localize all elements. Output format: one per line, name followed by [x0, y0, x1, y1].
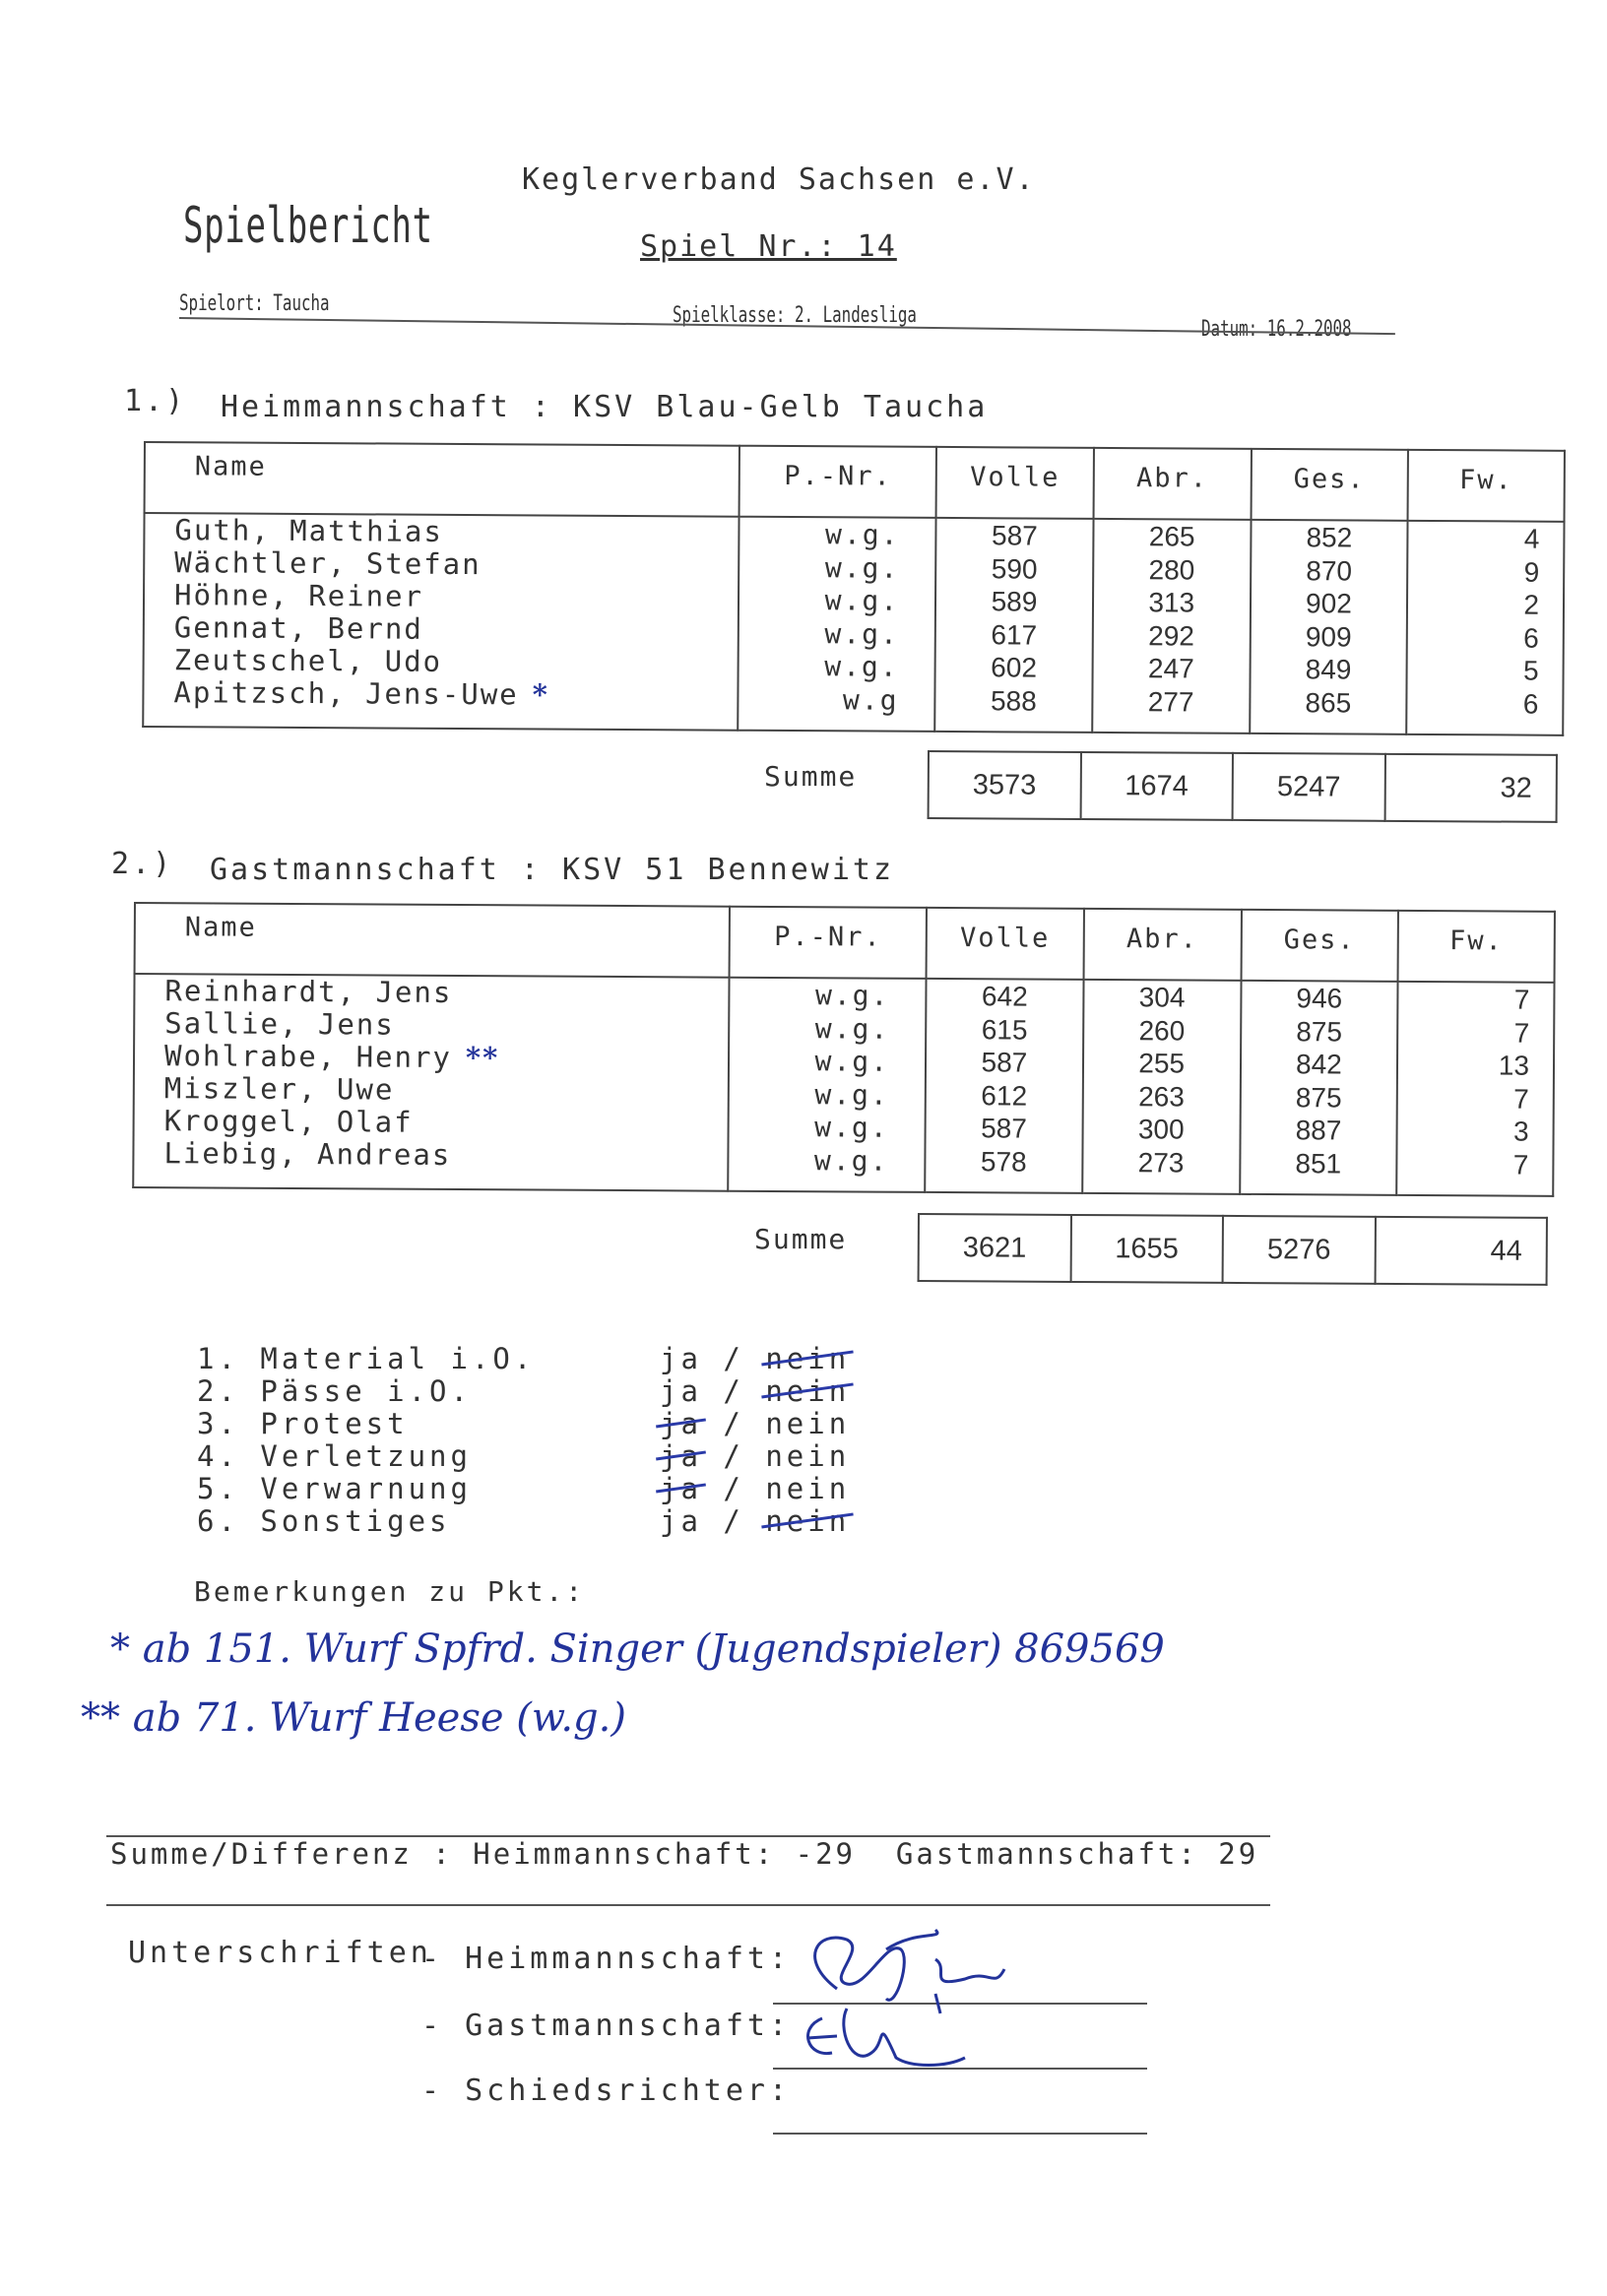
player-abr: 265	[1148, 521, 1195, 552]
player-ges: 875	[1296, 1015, 1343, 1047]
player-name: Wohlrabe, Henry **	[163, 1039, 500, 1075]
home-team-table	[142, 441, 1566, 736]
player-ges: 875	[1295, 1081, 1342, 1113]
checklist	[197, 1343, 850, 1538]
checklist-item	[197, 1343, 850, 1375]
checklist-answer	[660, 1342, 850, 1375]
answer-nein: nein	[765, 1407, 851, 1440]
answer-sep: /	[701, 1407, 766, 1440]
player-ges: 909	[1305, 620, 1352, 652]
answer-sep: /	[701, 1342, 766, 1375]
player-fw: 5	[1522, 655, 1539, 686]
column-header-volle: Volle	[927, 908, 1084, 980]
checklist-label: 5. Verwarnung	[197, 1472, 472, 1505]
player-ges: 849	[1305, 654, 1352, 685]
player-volle: 615	[981, 1013, 1028, 1046]
player-fw: 13	[1498, 1050, 1530, 1081]
player-volle: 642	[981, 981, 1028, 1012]
answer-nein: nein	[765, 1504, 851, 1538]
player-name: Miszler, Uwe	[163, 1071, 395, 1107]
footnote-mark: **	[465, 1041, 500, 1075]
column-header-name: Name	[135, 903, 731, 978]
player-name: Liebig, Andreas	[163, 1136, 452, 1172]
player-pnr: w.g.	[824, 518, 900, 551]
game-number: Spiel Nr.: 14	[640, 229, 897, 264]
player-volle	[934, 518, 1093, 733]
checklist-label: 2. Pässe i.O.	[197, 1374, 472, 1408]
checklist-label: 6. Sonstiges	[197, 1504, 451, 1538]
guest-sum-volle: 3621	[919, 1214, 1071, 1282]
totals-values: : Heimmannschaft: -29 Gastmannschaft: 29	[412, 1837, 1259, 1871]
player-names	[133, 974, 730, 1191]
player-pnr: w.g	[842, 682, 899, 717]
answer-ja: ja	[660, 1342, 702, 1375]
signature-scribble	[778, 1920, 1034, 2097]
home-sum-abr: 1674	[1080, 752, 1233, 820]
home-section-number: 1.)	[124, 384, 187, 418]
player-ges	[1250, 520, 1408, 734]
player-abr: 263	[1138, 1080, 1185, 1113]
home-sum-fw: 32	[1384, 754, 1557, 822]
player-abr	[1092, 519, 1251, 733]
player-volle: 587	[991, 520, 1038, 551]
checklist-label: 4. Verletzung	[197, 1439, 472, 1473]
player-pnr: w.g.	[824, 616, 900, 651]
player-abr: 300	[1137, 1114, 1185, 1145]
answer-sep: /	[701, 1504, 766, 1538]
guest-sum-fw: 44	[1375, 1217, 1547, 1285]
player-volle: 589	[991, 586, 1038, 617]
signature-guest-label: - Gastmannschaft:	[421, 2009, 792, 2043]
player-volle: 602	[991, 652, 1038, 683]
column-header-ges: Ges.	[1251, 449, 1408, 521]
player-ges: 902	[1306, 588, 1352, 619]
column-header-ges: Ges.	[1241, 910, 1398, 982]
player-pnr: w.g.	[824, 650, 899, 683]
home-sum-label: Summe	[764, 760, 858, 793]
player-ges: 946	[1296, 983, 1343, 1014]
guest-team-label: Gastmannschaft : KSV 51 Bennewitz	[210, 853, 895, 887]
answer-sep: /	[701, 1472, 766, 1505]
column-header-fw: Fw.	[1398, 911, 1555, 983]
checklist-item	[197, 1375, 850, 1408]
checklist-item	[197, 1473, 850, 1505]
signatures-label: Unterschriften	[128, 1936, 432, 1970]
signature-referee-label: - Schiedsrichter:	[421, 2073, 792, 2108]
player-volle: 590	[991, 552, 1038, 585]
player-fw: 9	[1523, 556, 1540, 588]
player-volle	[925, 979, 1083, 1193]
guest-sum-row	[918, 1213, 1548, 1286]
answer-ja: ja	[660, 1472, 702, 1505]
player-volle: 588	[990, 684, 1037, 717]
player-ges: 865	[1305, 686, 1352, 718]
column-header-volle: Volle	[936, 447, 1094, 519]
player-names	[143, 513, 739, 731]
home-sum-volle: 3573	[929, 751, 1081, 819]
remark-line-2: ** ab 71. Wurf Heese (w.g.)	[81, 1695, 626, 1741]
guest-sum-abr: 1655	[1070, 1215, 1223, 1283]
player-ges	[1240, 981, 1398, 1195]
guest-section-number: 2.)	[111, 847, 174, 881]
player-pnr: w.g.	[824, 584, 900, 617]
checklist-label: 1. Material i.O.	[197, 1342, 536, 1375]
game-date: Datum: 16.2.2008	[1201, 317, 1352, 342]
player-abr: 304	[1138, 982, 1186, 1013]
player-fw: 7	[1513, 1017, 1530, 1049]
footnote-mark: *	[532, 677, 549, 712]
home-sum-row	[928, 750, 1558, 823]
venue: Spielort: Taucha	[179, 291, 330, 316]
player-pnr: w.g.	[814, 1011, 890, 1046]
player-pnr: w.g.	[824, 550, 900, 585]
player-fw: 7	[1513, 1083, 1529, 1115]
player-abr: 260	[1138, 1014, 1186, 1047]
answer-sep: /	[701, 1374, 766, 1408]
checklist-answer	[660, 1439, 850, 1473]
player-pnr: w.g.	[813, 1143, 889, 1178]
guest-team-table	[132, 902, 1556, 1197]
player-name: Apitzsch, Jens-Uwe *	[173, 675, 549, 712]
totals-bottom-rule	[106, 1904, 1270, 1906]
document-title: Spielbericht	[183, 197, 433, 254]
player-fw: 4	[1523, 523, 1540, 554]
game-class: Spielklasse: 2. Landesliga	[673, 303, 917, 328]
totals-row	[110, 1837, 1258, 1871]
answer-ja: ja	[660, 1374, 702, 1408]
answer-ja: ja	[660, 1504, 702, 1538]
player-volle: 617	[991, 618, 1038, 651]
player-abr: 277	[1147, 685, 1194, 718]
player-volle: 587	[981, 1047, 1028, 1078]
column-header-pnr: P.-Nr.	[730, 907, 927, 979]
player-name: Wächtler, Stefan	[174, 545, 482, 582]
checklist-answer	[660, 1407, 850, 1440]
organization-name: Keglerverband Sachsen e.V.	[522, 162, 1036, 197]
player-name: Guth, Matthias	[174, 513, 443, 548]
player-abr: 273	[1137, 1146, 1185, 1179]
home-team-label: Heimmannschaft : KSV Blau-Gelb Taucha	[221, 390, 989, 424]
player-pnr	[728, 978, 926, 1192]
player-name: Zeutschel, Udo	[173, 643, 443, 678]
player-abr: 280	[1148, 553, 1195, 586]
player-name: Gennat, Bernd	[173, 610, 423, 646]
player-ges: 870	[1306, 554, 1353, 586]
player-abr: 247	[1147, 653, 1194, 684]
column-header-abr: Abr.	[1093, 448, 1251, 520]
player-abr: 255	[1138, 1048, 1186, 1079]
checklist-item	[197, 1408, 850, 1440]
answer-nein: nein	[765, 1439, 851, 1473]
column-header-pnr: P.-Nr.	[739, 446, 936, 518]
totals-label: Summe/Differenz	[110, 1837, 413, 1871]
answer-ja: ja	[660, 1407, 702, 1440]
column-header-fw: Fw.	[1408, 450, 1565, 522]
column-header-name: Name	[145, 442, 740, 517]
player-name: Kroggel, Olaf	[163, 1104, 414, 1139]
checklist-label: 3. Protest	[197, 1407, 409, 1440]
player-fw: 6	[1523, 622, 1539, 654]
player-fw: 6	[1522, 688, 1539, 720]
player-fw: 2	[1523, 589, 1540, 620]
player-ges: 851	[1295, 1147, 1342, 1179]
checklist-answer	[660, 1472, 850, 1505]
column-header-abr: Abr.	[1083, 909, 1241, 981]
player-abr: 292	[1148, 619, 1195, 652]
answer-sep: /	[701, 1439, 766, 1473]
player-fw	[1396, 982, 1554, 1196]
player-fw: 7	[1513, 984, 1530, 1015]
home-sum-ges: 5247	[1233, 753, 1385, 821]
player-pnr: w.g.	[814, 1045, 890, 1078]
guest-sum-label: Summe	[754, 1223, 848, 1255]
checklist-item	[197, 1505, 850, 1538]
player-fw: 3	[1512, 1116, 1529, 1147]
player-ges: 842	[1295, 1049, 1342, 1080]
player-pnr: w.g.	[814, 1077, 889, 1112]
answer-nein: nein	[765, 1472, 851, 1505]
player-pnr: w.g.	[814, 1111, 889, 1144]
player-abr: 313	[1148, 587, 1195, 618]
player-volle: 612	[981, 1079, 1028, 1112]
player-name: Höhne, Reiner	[173, 578, 424, 613]
answer-nein: nein	[765, 1342, 851, 1375]
player-fw: 7	[1512, 1149, 1529, 1180]
player-ges: 887	[1295, 1115, 1342, 1146]
player-volle: 587	[981, 1113, 1027, 1144]
checklist-answer	[660, 1374, 850, 1408]
signature-home-label: - Heimmannschaft:	[421, 1942, 792, 1976]
remarks-label: Bemerkungen zu Pkt.:	[194, 1575, 586, 1608]
guest-sum-ges: 5276	[1223, 1216, 1376, 1284]
player-volle: 578	[980, 1145, 1027, 1178]
player-abr	[1082, 980, 1241, 1194]
player-fw	[1407, 521, 1565, 735]
checklist-answer	[660, 1504, 850, 1538]
player-pnr	[739, 517, 936, 732]
answer-nein: nein	[765, 1374, 851, 1408]
player-name: Reinhardt, Jens	[164, 974, 453, 1009]
signature-referee-line	[773, 2133, 1147, 2135]
player-pnr: w.g.	[814, 979, 890, 1012]
answer-ja: ja	[660, 1439, 702, 1473]
player-ges: 852	[1306, 522, 1353, 553]
checklist-item	[197, 1440, 850, 1473]
player-name: Sallie, Jens	[164, 1006, 395, 1042]
remark-line-1: * ab 151. Wurf Spfrd. Singer (Jugendspieler) 869569	[110, 1626, 1165, 1672]
